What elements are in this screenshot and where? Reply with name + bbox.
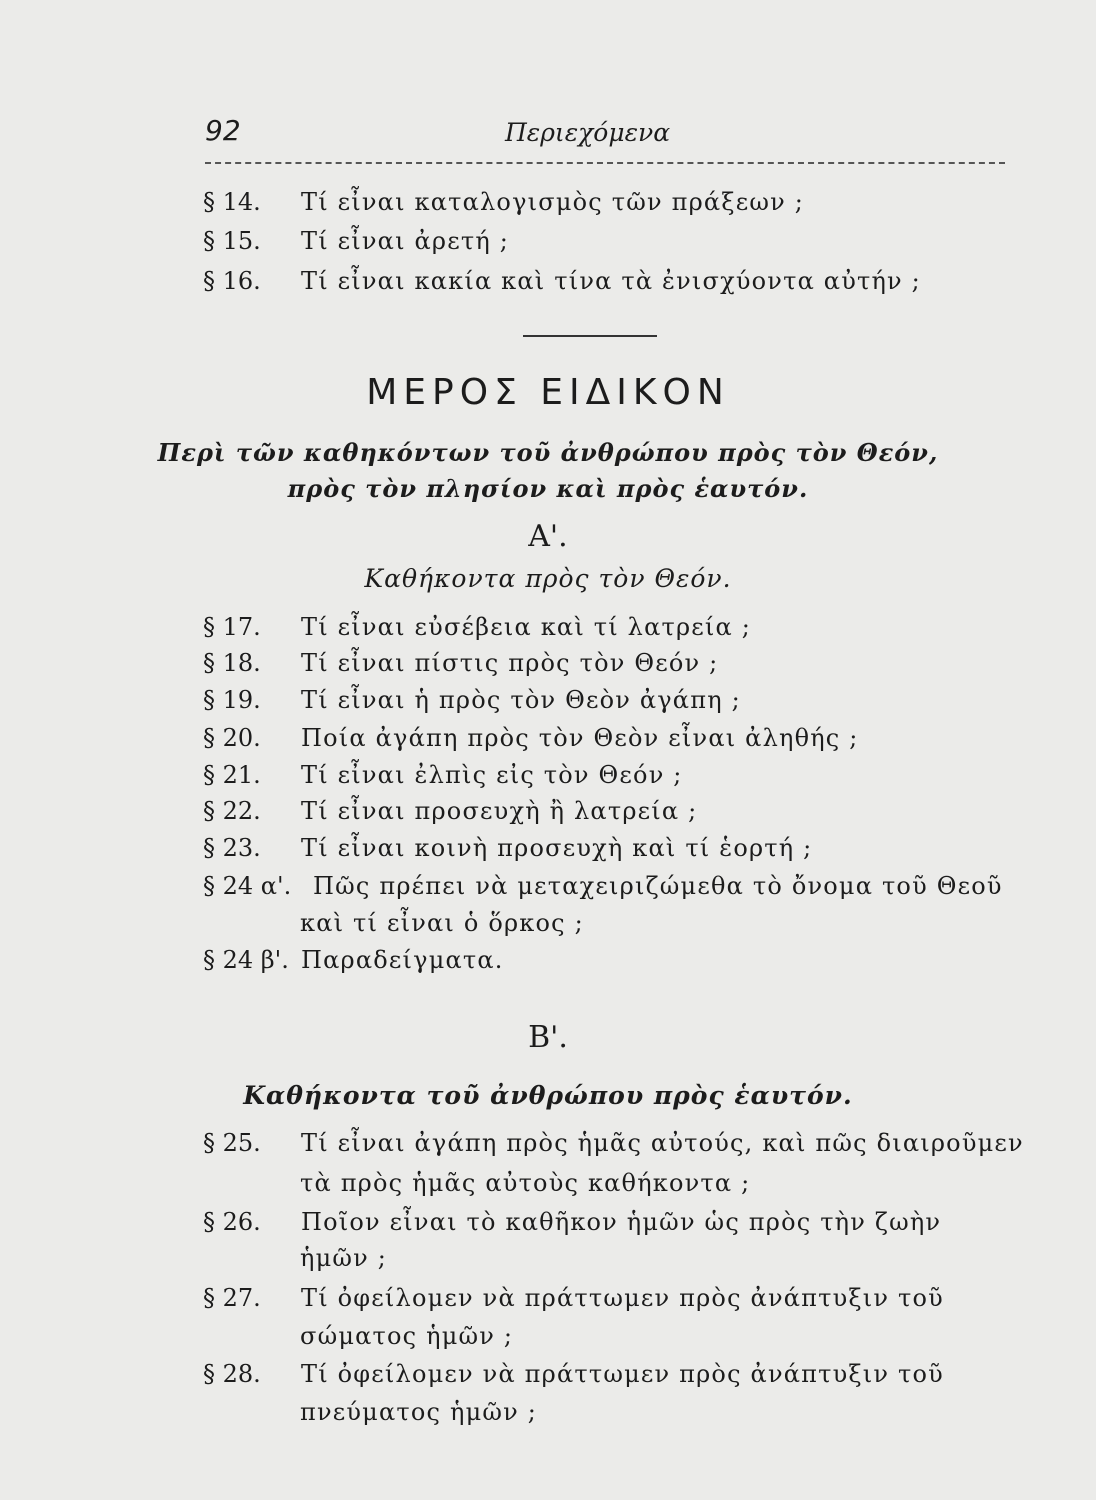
toc-entry [203, 726, 859, 750]
entry-number: § 16. [203, 267, 261, 295]
entry-continuation: καὶ τί εἶναι ὁ ὅρκος ; [300, 909, 584, 937]
page-number: 92 [205, 114, 241, 147]
toc-entry [203, 229, 509, 253]
entry-text: Τί εἶναι καταλογισμὸς τῶν πράξεων ; [301, 188, 805, 216]
toc-entry [203, 1210, 941, 1234]
entry-number: § 21. [203, 761, 261, 789]
entry-number: § 15. [203, 227, 261, 255]
toc-entry [203, 688, 741, 712]
toc-entry [203, 190, 804, 214]
entry-number: § 22. [203, 797, 261, 825]
toc-entry [203, 1131, 1024, 1155]
toc-entry [203, 651, 718, 675]
entry-number: § 20. [203, 724, 261, 752]
divider-rule [523, 335, 657, 337]
entry-text: Τί εἶναι προσευχὴ ἢ λατρεία ; [301, 797, 698, 825]
toc-entry [203, 874, 1003, 898]
entry-number: § 27. [203, 1284, 261, 1312]
entry-text: Τί εἶναι πίστις πρὸς τὸν Θεόν ; [301, 649, 719, 677]
section-a-heading: Καθήκοντα πρὸς τὸν Θεόν. [364, 564, 732, 593]
entry-text: Παραδείγματα. [301, 946, 504, 974]
entry-text: Τί εἶναι ἀγάπη πρὸς ἡμᾶς αὐτούς, καὶ πῶς διαιροῦμεν [301, 1129, 1024, 1157]
entry-text: Τί εἶναι κοινὴ προσευχὴ καὶ τί ἑορτή ; [301, 834, 813, 862]
toc-entry [203, 1362, 944, 1386]
running-title: Περιεχόμενα [505, 118, 671, 147]
section-a-letter: Α'. [528, 519, 568, 554]
page-header [205, 112, 1005, 164]
entry-number: § 17. [203, 613, 261, 641]
toc-entry [203, 1286, 944, 1310]
toc-entry [203, 799, 697, 823]
entry-number: § 14. [203, 188, 261, 216]
entry-continuation: ἡμῶν ; [300, 1244, 388, 1272]
toc-entry [203, 615, 751, 639]
entry-text: Τί εἶναι εὐσέβεια καὶ τί λατρεία ; [301, 613, 752, 641]
toc-entry [203, 269, 921, 293]
entry-number: § 28. [203, 1360, 261, 1388]
entry-text: Τί εἶναι ἡ πρὸς τὸν Θεὸν ἀγάπη ; [301, 686, 741, 714]
entry-continuation: πνεύματος ἡμῶν ; [300, 1398, 538, 1426]
entry-text: Τί εἶναι ἀρετή ; [301, 227, 510, 255]
entry-text: Ποία ἀγάπη πρὸς τὸν Θεὸν εἶναι ἀληθής ; [301, 724, 859, 752]
part-title: ΜΕΡΟΣ ΕΙΔΙΚΟΝ [366, 372, 730, 413]
entry-number: § 24 β'. [203, 946, 289, 974]
entry-number: § 24 α'. [203, 872, 292, 900]
entry-text: Τί ὀφείλομεν νὰ πράττωμεν πρὸς ἀνάπτυξιν τοῦ [301, 1284, 944, 1312]
entry-continuation: σώματος ἡμῶν ; [300, 1322, 514, 1350]
entry-number: § 19. [203, 686, 261, 714]
section-b-letter: Β'. [528, 1020, 568, 1055]
entry-text: Πῶς πρέπει νὰ μεταχειριζώμεθα τὸ ὄνομα τοῦ Θεοῦ [313, 872, 1003, 900]
toc-entry [203, 763, 683, 787]
entry-number: § 26. [203, 1208, 261, 1236]
entry-text: Τί ὀφείλομεν νὰ πράττωμεν πρὸς ἀνάπτυξιν τοῦ [301, 1360, 944, 1388]
section-b-heading: Καθήκοντα τοῦ ἀνθρώπου πρὸς ἑαυτόν. [243, 1081, 853, 1110]
entry-number: § 23. [203, 834, 261, 862]
toc-entry [203, 948, 504, 972]
entry-text: Ποῖον εἶναι τὸ καθῆκον ἡμῶν ὡς πρὸς τὴν ζωὴν [301, 1208, 942, 1236]
entry-text: Τί εἶναι κακία καὶ τίνα τὰ ἐνισχύοντα αὐτήν ; [301, 267, 921, 295]
entry-number: § 25. [203, 1129, 261, 1157]
toc-entry [203, 836, 812, 860]
part-subtitle-line1: Περὶ τῶν καθηκόντων τοῦ ἀνθρώπου πρὸς τὸν Θεόν, [157, 438, 939, 467]
entry-continuation: τὰ πρὸς ἡμᾶς αὐτοὺς καθήκοντα ; [300, 1169, 751, 1197]
entry-number: § 18. [203, 649, 261, 677]
part-subtitle-line2: πρὸς τὸν πλησίον καὶ πρὸς ἑαυτόν. [287, 474, 809, 503]
entry-text: Τί εἶναι ἐλπὶς εἰς τὸν Θεόν ; [301, 761, 683, 789]
